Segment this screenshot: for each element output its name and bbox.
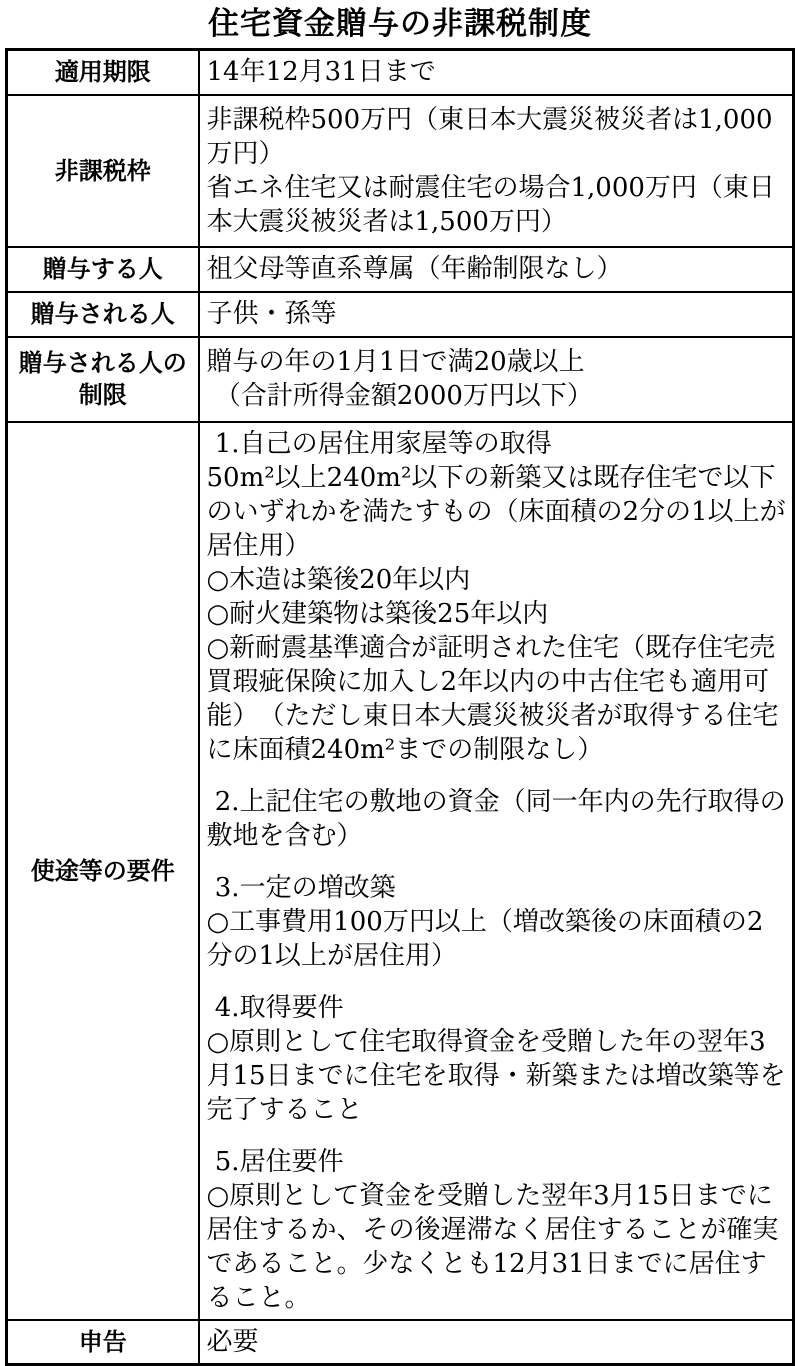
row-label: 申告 (7, 1320, 199, 1365)
content-paragraph (207, 252, 789, 286)
gift-tax-exemption-table (5, 48, 795, 1366)
row-content (199, 292, 794, 337)
content-text-line: ○原則として住宅取得資金を受贈した年の翌年3月15日までに住宅を取得・新築または増改築等を完了すること (206, 1026, 786, 1125)
content-text-line: 祖父母等直系尊属（年齢制限なし） (206, 254, 623, 284)
content-text-line: 非課税枠500万円（東日本大震災被災者は1,000万円） (206, 104, 773, 169)
content-paragraph (207, 785, 789, 853)
content-text-line: ○原則として資金を受贈した翌年3月15日までに居住するか、その後遅滞なく居住することが確実であること。少なくとも12月31日までに居住すること。 (206, 1180, 779, 1313)
content-text-line: 4.取得要件 (206, 992, 344, 1023)
table-row (7, 292, 794, 337)
content-text-line: 3.一定の増改築 (206, 872, 396, 903)
row-label: 使途等の要件 (7, 422, 199, 1320)
table-body (7, 50, 794, 1365)
table-row (7, 50, 794, 95)
content-paragraph (207, 103, 789, 239)
content-text-line: 省エネ住宅又は耐震住宅の場合1,000万円（東日本大震災被災者は1,500万円） (206, 172, 775, 237)
table-row (7, 422, 794, 1320)
row-label: 適用期限 (7, 50, 199, 95)
content-text-line: ○耐火建築物は築後25年以内 (206, 598, 549, 629)
content-text-line: 5.居住要件 (206, 1146, 344, 1177)
content-paragraph (207, 871, 789, 973)
page-title: 住宅資金贈与の非課税制度 (208, 6, 592, 42)
content-paragraph (207, 345, 789, 413)
row-label: 贈与する人 (7, 247, 199, 292)
content-text-line: ○新耐震基準適合が証明された住宅（既存住宅売買瑕疵保険に加入し2年以内の中古住宅も適用可能） （ただし東日本大震災被災者が取得する住宅に床面積240m²までの制限なし） (206, 632, 779, 765)
table-row (7, 247, 794, 292)
content-paragraph (207, 55, 789, 89)
row-content (199, 95, 794, 247)
content-text-line: ○木造は築後20年以内 (206, 564, 471, 595)
table-row (7, 95, 794, 247)
content-paragraph (207, 991, 789, 1127)
table-row (7, 337, 794, 422)
content-text-line: 50m²以上240m²以下の新築又は既存住宅で以下のいずれかを満たすもの（床面積の2分の1以上が居住用） (206, 462, 786, 561)
content-text-line: 必要 (206, 1326, 259, 1357)
content-text-line: 1.自己の居住用家屋等の取得 (206, 428, 552, 459)
content-paragraph (207, 427, 789, 767)
content-paragraph (207, 1325, 789, 1359)
row-label: 贈与される人の制限 (7, 337, 199, 422)
table-row (7, 1320, 794, 1365)
row-content (199, 50, 794, 95)
row-content (199, 1320, 794, 1365)
content-text-line: 14年12月31日まで (206, 57, 436, 88)
content-text-line: 贈与の年の1月1日で満20歳以上 (206, 347, 585, 377)
row-label: 贈与される人 (7, 292, 199, 337)
content-paragraph (207, 297, 789, 331)
content-text-line: 子供・孫等 (206, 299, 337, 329)
content-text-line: （合計所得金額2000万円以下） (206, 381, 593, 411)
row-label: 非課税枠 (7, 95, 199, 247)
content-text-line: 2.上記住宅の敷地の資金（同一年内の先行取得の敷地を含む） (206, 786, 786, 851)
row-content (199, 337, 794, 422)
content-text-line: ○工事費用100万円以上（増改築後の床面積の2分の1以上が居住用） (206, 906, 764, 971)
row-content (199, 247, 794, 292)
content-paragraph (207, 1145, 789, 1315)
row-content (199, 422, 794, 1320)
